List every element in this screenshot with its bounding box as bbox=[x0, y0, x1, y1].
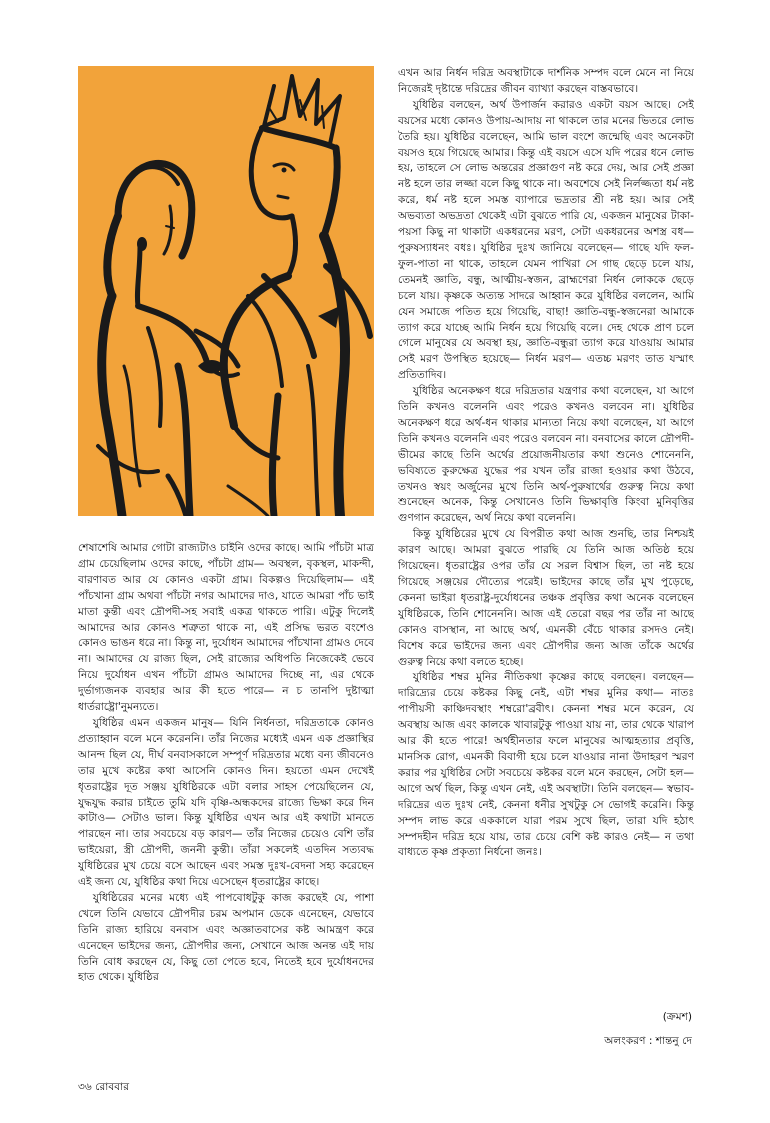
left-paragraph: যুধিষ্ঠির এমন একজন মানুষ— যিনি নির্ধনতা, দরিদ্রতাকে কোনও প্রত্যাহ্বান বলে মনে করেননি। তাঁর নিজের মধ্যেই এমন এক প্রজ্ঞাস্থির আনন্দ ছিল যে, দীর্ঘ বনবাসকালে সম্পূর্ণ দরিদ্রতার মধ্যে বন্য জীবনেও তার মুখে কষ্টের কথা আসেনি কোনও দিন। হয়তো এমন দেখেই ধৃতরাষ্ট্রের দূত সঞ্জয় যুধিষ্ঠিরকে এটা বলার সাহস পেয়েছিলেন যে, যুদ্ধযুদ্ধ করার চাইতে তুমি যদি বৃষ্ণি-অন্ধকদের রাজ্যে ভিক্ষা করে দিন কাটাও— সেটাও ভাল। কিন্তু যুধিষ্ঠির এখন আর এই কথাটা মানতে পারছেন না। তার সবচেয়ে বড় কারণ— তাঁর নিজের চেয়েও বেশি তাঁর ভাইয়েরা, স্ত্রী দ্রৌপদী, জননী কুন্তী। তাঁরা সকলেই এতদিন সত্যবদ্ধ যুধিষ্ঠিরের মুখ চেয়ে বসে আছেন এবং সমস্ত দুঃখ-বেদনা সহ্য করেছেন এই জন্য যে, যুধিষ্ঠির কথা দিয়ে এসেছেন ধৃতরাষ্ট্রের কাছে। bbox=[78, 716, 374, 889]
illustration-credit: অলংকরণ : শান্তনু দে bbox=[604, 1035, 692, 1047]
illustration-figures bbox=[78, 66, 374, 516]
right-paragraph: কিন্তু যুধিষ্ঠিরের মুখে যে বিপরীত কথা আজ শুনছি, তার নিশ্চয়ই কারণ আছে। আমরা বুঝতে পারছি যে তিনি আজ অতিষ্ঠ হয়ে গিয়েছেন। ধৃতরাষ্ট্রের ওপর তাঁর যে সরল বিশ্বাস ছিল, তা নষ্ট হয়ে গিয়েছে সঞ্জয়ের দৌত্যের পরেই। ভাইদের কাছে তাঁর মুখ পুড়েছে, কেননা ভাইরা ধৃতরাষ্ট্র-দুর্যোধনের তঞ্চক প্রবৃত্তির কথা অনেক বলেছেন যুধিষ্ঠিরকে, তিনি শোনেননি। আজ এই তেরো বছর পর তাঁর না আছে কোনও বাসস্থান, না আছে অর্থ, এমনকী বেঁচে থাকার রসদও নেই। বিশেষ করে ভাইদের জন্য এবং দ্রৌপদীর জন্য আজ তাঁকে অর্থের গুরুত্ব নিয়ে কথা বলতে হচ্ছে। bbox=[398, 528, 694, 668]
left-column bbox=[78, 541, 374, 1096]
right-paragraph: যুধিষ্ঠির বলছেন, অর্থ উপার্জন করারও একটা বয়স আছে। সেই বয়সের মধ্যে কোনও উপায়-আদায় না থাকলে তার মনের ভিতরে লোভ তৈরি হয়। যুধিষ্ঠির বলেছেন, আমি ভাল বংশে জন্মেছি এবং অনেকটা বয়সও হয়ে গিয়েছে আমার। কিন্তু এই বয়সে এসে যদি পরের ধনে লোভ হয়, তাহলে সে লোভ অন্তরের প্রজ্ঞাগুণ নষ্ট করে দেয়, আর সেই প্রজ্ঞা নষ্ট হলে তার লজ্জা বলে কিছু থাকে না। অবশেষে সেই নির্লজ্জতা ধর্ম নষ্ট করে, ধর্ম নষ্ট হলে সমস্ত ব্যাপারে ভদ্রতার শ্রী নষ্ট হয়। আর সেই অভব্যতা অভদ্রতা থেকেই এটা বুঝতে পারি যে, একজন মানুষের টাকা-পয়সা কিছু না থাকাটা একধরনের মরণ, সেটা একধরনের অশস্ত্র বধ— পুরুষস্যাধনং বধঃ। যুধিষ্ঠির দুঃখ জানিয়ে বলেছেন— গাছে যদি ফল-ফুল-পাতা না থাকে, তাহলে যেমন পাখিরা সে গাছ ছেড়ে চলে যায়, তেমনই জ্ঞাতি, বন্ধু, আত্মীয়-স্বজন, ব্রাহ্মণেরা নির্ধন লোককে ছেড়ে চলে যায়। কৃষ্ণকে অত্যন্ত সাদরে আহ্বান করে যুধিষ্ঠির বললেন, আমি যেন সমাজে পতিত হয়ে গিয়েছি, বাছা! জ্ঞাতি-বন্ধু-স্বজনেরা আমাকে ত্যাগ করে যাচ্ছে আমি নির্ধন হয়ে গিয়েছি বলে। দেহ থেকে প্রাণ চলে গেলে মানুষের যে অবস্থা হয়, জ্ঞাতি-বন্ধুরা ত্যাগ করে যাওয়ায় আমার সেই মরণ উপস্থিত হয়েছে— নির্ধন মরণ— এতচ্চ মরণং তাত যস্মাৎ প্রতিতাদিব। bbox=[398, 98, 694, 382]
right-column bbox=[398, 66, 694, 1016]
right-paragraph: যুধিষ্ঠির শম্বর মুনির নীতিকথা কৃষ্ণের কাছে বলছেন। বলছেন— দারিদ্র্যের চেয়ে কষ্টকর কিছু নেই, এটা শম্বর মুনির কথা— নাতঃ পাপীয়সী কাঞ্চিদবস্থাং শম্বরো'ব্রবীৎ। কেননা শম্বর মনে করেন, যে অবস্থায় আজ এবং কালকে খাবারটুকু পাওয়া যায় না, তার থেকে খারাপ আর কী হতে পারে! অর্থহীনতার ফলে মানুষের আত্মহত্যার প্রবৃত্তি, মানসিক রোগ, এমনকী বিবাগী হয়ে চলে যাওয়ার নানা উদাহরণ স্মরণ করার পর যুধিষ্ঠির সেটা সবচেয়ে কষ্টকর বলে মনে করছেন, সেটা হল— আগে অর্থ ছিল, কিন্তু এখন নেই, এই অবস্থাটা। তিনি বলছেন— স্বভাব-দরিদ্রের এত দুঃখ নেই, কেননা ধনীর সুখটুকু সে ভোগই করেনি। কিন্তু সম্পদ লাভ করে এককালে যারা পরম সুখে ছিল, তারা যদি হঠাৎ সম্পদহীন দরিদ্র হয়ে যায়, তার চেয়ে বেশি কষ্ট কারও নেই— ন তথা বাধ্যতে কৃষ্ণ প্রকৃত্যা নির্ধনো জনঃ। bbox=[398, 671, 694, 859]
left-paragraph: শেষাশেষি আমার গোটা রাজ্যটাও চাইনি ওদের কাছে। আমি পাঁচটা মাত্র গ্রাম চেয়েছিলাম ওদের কাছে, পাঁচটা গ্রাম— অবস্থল, বৃকস্থল, মাকন্দী, বারণাবত আর যে কোনও একটা গ্রাম। বিকল্পও দিয়েছিলাম— এই পাঁচখানা গ্রাম অথবা পাঁচটা নগর আমাদের দাও, যাতে আমরা পাঁচ ভাই মাতা কুন্তী এবং দ্রৌপদী-সহ সবাই একত্র থাকতে পারি। এটুকু দিলেই আমাদের আর কোনও শত্রুতা থাকে না, এই প্রসিদ্ধ ভরত বংশেও কোনও ভাঙন ধরে না। কিন্তু না, দুর্যোধন আমাদের পাঁচখানা গ্রামও দেবে না। আমাদের যে রাজ্য ছিল, সেই রাজ্যের অধিপতি নিজেকেই ভেবে নিয়ে দুর্যোধন এখন পাঁচটা গ্রামও আমাদের দিচ্ছে না, এর থেকে দুর্ভাগ্যজনক ব্যবহার আর কী হতে পারে— ন চ তানপি দুষ্টাত্মা ধার্তরাষ্ট্রো'নুমন্যতে। bbox=[78, 542, 374, 714]
right-paragraph: যুধিষ্ঠির অনেকক্ষণ ধরে দরিদ্রতার যন্ত্রণার কথা বলেছেন, যা আগে তিনি কখনও বলেননি এবং পরেও কখনও বলবেন না। যুধিষ্ঠির অনেকক্ষণ ধরে অর্থ-ধন থাকার মান্যতা নিয়ে কথা বলেছেন, যা আগে তিনি কখনও বলেননি এবং পরেও বলবেন না। বনবাসের কালে দ্রৌপদী-ভীমের কাছে তিনি অর্থের প্রয়োজনীয়তার কথা শুনেও শোনেননি, ভবিষ্যতে কুরুক্ষেত্র যুদ্ধের পর যখন তাঁর রাজা হওয়ার কথা উঠবে, তখনও স্বয়ং অর্জুনের মুখে তিনি অর্থ-পুরুষার্থের গুরুত্ব নিয়ে কথা শুনেছেন অনেক, কিন্তু সেখানেও তিনি ভিক্ষাবৃত্তি কিংবা মুনিবৃত্তির গুণগান করেছেন, অর্থ নিয়ে কথা বলেননি। bbox=[398, 385, 694, 525]
left-paragraph: যুধিষ্ঠিরের মনের মধ্যে এই পাপবোধটুকু কাজ করছেই যে, পাশা খেলে তিনি যেভাবে দ্রৌপদীর চরম অপমান ডেকে এনেছেন, যেভাবে তিনি রাজ্য হারিয়ে বনবাস এবং অজ্ঞাতবাসের কষ্ট আমন্ত্রণ করে এনেছেন ভাইদের জন্য, দ্রৌপদীর জন্য, সেখানে আজ অনন্ত এই দায় তিনি বোধ করছেন যে, কিছু তো পেতে হবে, নিতেই হবে দুর্যোধনদের হাত থেকে। যুধিষ্ঠির bbox=[78, 891, 374, 984]
illustration bbox=[78, 66, 374, 516]
page-folio: ৩৬ রোববার bbox=[78, 1081, 130, 1093]
continued-label: (ক্রমশ) bbox=[662, 1011, 692, 1023]
right-paragraph: এখন আর নির্ধন দরিদ্র অবস্থাটাকে দার্শনিক সম্পদ বলে মেনে না নিয়ে নিজেরই দৃষ্টান্তে দরিদ্রের জীবন ব্যাখ্যা করছেন বাস্তবভাবে। bbox=[398, 67, 694, 95]
